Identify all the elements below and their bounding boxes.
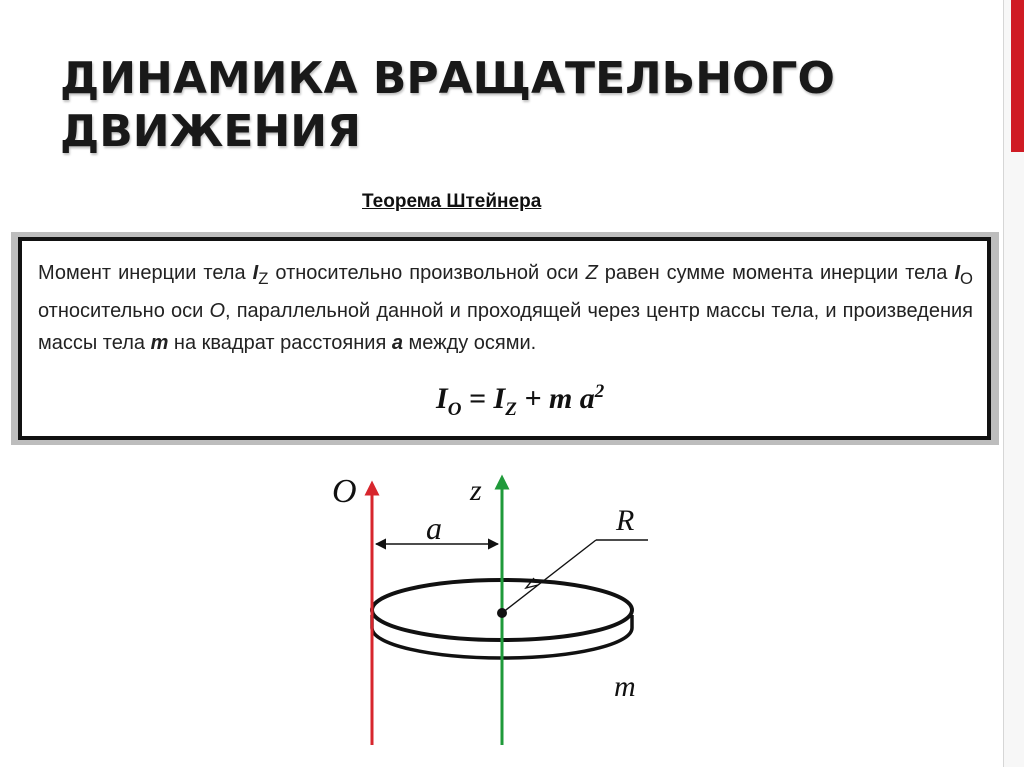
theorem-text-part: равен сумме момента инерции тела <box>597 262 955 284</box>
formula-lhs: I <box>436 382 448 415</box>
formula-plus: + <box>516 382 549 415</box>
radius-label: R <box>616 504 635 537</box>
red-accent-bar <box>1011 0 1024 152</box>
theorem-text <box>38 257 973 359</box>
mass-label: m <box>614 670 636 703</box>
formula-equals: = <box>461 382 494 415</box>
axis-z-label: z <box>470 474 482 507</box>
theorem-text-part: Момент инерции тела <box>38 262 253 284</box>
theorem-text-part: между осями. <box>402 332 537 354</box>
formula-rhs-sub: Z <box>505 399 517 420</box>
inertia-sub-o: O <box>960 269 973 288</box>
inertia-sub-z: Z <box>258 269 269 288</box>
title-line-2: ДВИЖЕНИЯ <box>60 106 361 157</box>
center-of-mass-dot <box>497 608 507 618</box>
distance-symbol: a <box>391 332 403 354</box>
distance-label: a <box>426 510 442 546</box>
formula-lhs-sub: O <box>447 399 462 420</box>
theorem-text-part: на квадрат расстояния <box>168 332 392 354</box>
slide-title <box>60 52 960 158</box>
title-line-1: ДИНАМИКА ВРАЩАТЕЛЬНОГО <box>60 53 835 104</box>
steiner-formula <box>436 381 604 421</box>
axis-o-name: O <box>209 300 226 322</box>
theorem-text-part: относительно произвольной оси <box>268 262 586 284</box>
formula-distance: a <box>579 382 595 415</box>
theorem-heading: Теорема Штейнера <box>362 191 542 212</box>
formula-mass: m <box>548 382 573 415</box>
inertia-letter: I <box>252 262 259 284</box>
theorem-text-part: , параллельной данной и проходящей через центр массы тела, и произведения массы тела <box>38 300 973 354</box>
formula-rhs-i: I <box>493 382 506 415</box>
theorem-text-part: относительно оси <box>38 300 210 322</box>
axis-o-label: O <box>332 473 357 510</box>
formula-exponent: 2 <box>594 381 605 402</box>
steiner-diagram <box>300 460 680 760</box>
inertia-letter: I <box>954 262 961 284</box>
axis-z-name: Z <box>585 262 598 284</box>
theorem-box <box>18 237 991 440</box>
mass-symbol: m <box>150 332 169 354</box>
